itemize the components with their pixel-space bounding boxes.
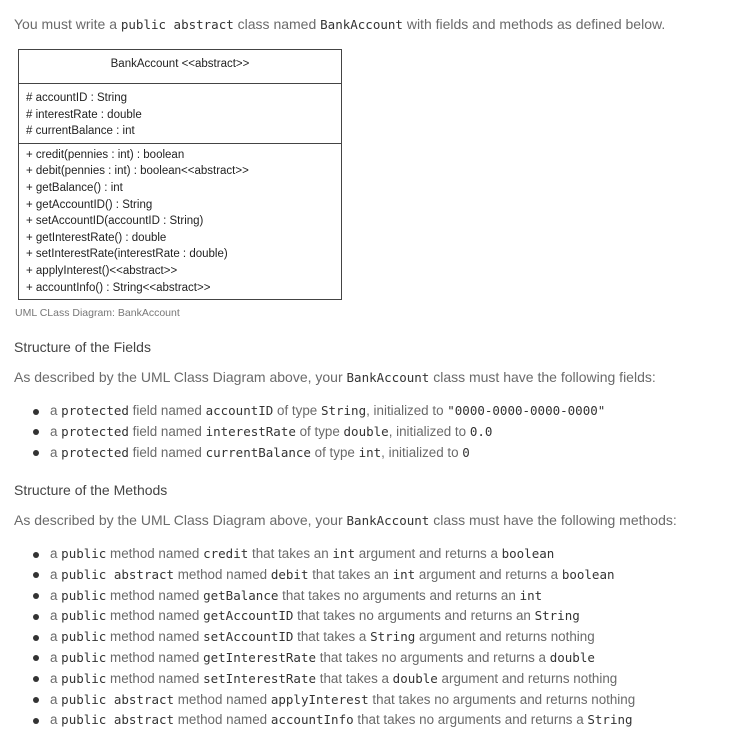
item-code: double — [549, 649, 595, 665]
item-code: applyInterest — [270, 691, 369, 707]
uml-field: # currentBalance : int — [26, 125, 135, 138]
item-code: public — [61, 649, 107, 665]
item-code: 0 — [462, 444, 470, 460]
item-code: getAccountID — [203, 608, 294, 624]
methods-list — [30, 544, 635, 731]
list-item — [30, 586, 635, 607]
item-code: String — [320, 403, 367, 418]
item-text: that takes no arguments and returns an — [293, 608, 535, 624]
item-text: method named — [106, 649, 204, 665]
item-text: method named — [174, 712, 271, 728]
item-code: String — [370, 629, 416, 645]
item-code: accountID — [205, 403, 274, 418]
fields-list — [30, 401, 605, 463]
item-text: of type — [295, 423, 344, 439]
item-text: that takes a — [293, 629, 371, 645]
uml-method: + getInterestRate() : double — [26, 231, 167, 244]
item-text: that takes no arguments and returns nothing — [368, 691, 636, 707]
list-item — [30, 565, 635, 586]
uml-field: # interestRate : double — [26, 108, 142, 121]
item-code: public — [61, 587, 107, 603]
list-item — [30, 669, 635, 690]
uml-class-title: BankAccount <<abstract>> — [19, 50, 341, 84]
item-code: interestRate — [205, 423, 296, 439]
uml-class-diagram — [18, 49, 342, 300]
item-text: that takes no arguments and returns an — [278, 587, 520, 603]
item-text: method named — [174, 691, 271, 707]
item-text: argument and returns nothing — [415, 629, 595, 645]
item-text: a — [50, 566, 62, 582]
item-text: method named — [106, 608, 204, 624]
item-text: of type — [310, 444, 359, 460]
item-code: setAccountID — [203, 629, 294, 645]
item-text: a — [50, 649, 62, 665]
intro-code-2: BankAccount — [320, 17, 403, 32]
item-text: method named — [106, 629, 204, 645]
uml-method: + getAccountID() : String — [26, 198, 153, 211]
uml-method: + credit(pennies : int) : boolean — [26, 148, 185, 161]
uml-caption: UML CLass Diagram: BankAccount — [15, 307, 180, 319]
uml-fields-section — [19, 84, 341, 143]
item-code: boolean — [501, 546, 555, 561]
uml-method: + setInterestRate(interestRate : double) — [26, 248, 228, 261]
item-text: a — [50, 444, 62, 460]
uml-method: + accountInfo() : String<<abstract>> — [26, 281, 211, 294]
item-code: debit — [270, 566, 309, 582]
item-text: that takes no arguments and returns a — [353, 712, 588, 728]
uml-method: + applyInterest()<<abstract>> — [26, 264, 178, 277]
item-text: a — [50, 423, 62, 439]
item-text: method named — [106, 546, 204, 561]
item-text: , initialized to — [381, 444, 463, 460]
methods-para-text-2: class must have the following methods: — [429, 512, 677, 528]
item-text: a — [50, 587, 62, 603]
item-code: int — [519, 587, 543, 603]
fields-heading: Structure of the Fields — [14, 339, 151, 355]
item-text: that takes an — [248, 546, 333, 561]
item-code: protected — [61, 403, 129, 418]
item-code: boolean — [561, 566, 615, 582]
list-item — [30, 690, 635, 711]
list-item — [30, 544, 635, 565]
list-item — [30, 401, 605, 422]
item-text: method named — [106, 670, 204, 686]
item-code: protected — [61, 444, 129, 460]
item-text: a — [50, 546, 62, 561]
item-code: public — [61, 608, 107, 624]
item-code: public abstract — [61, 712, 175, 728]
list-item — [30, 443, 605, 464]
item-text: that takes no arguments and returns a — [316, 649, 550, 665]
item-code: int — [392, 566, 416, 582]
item-code: int — [332, 546, 355, 561]
item-text: a — [50, 712, 62, 728]
uml-field: # accountID : String — [26, 92, 127, 104]
item-code: public abstract — [61, 566, 175, 582]
item-code: public — [61, 546, 107, 561]
item-code: public — [61, 670, 107, 686]
item-text: argument and returns nothing — [437, 670, 618, 686]
list-item — [30, 648, 635, 669]
item-text: argument and returns a — [415, 566, 562, 582]
list-item — [30, 422, 605, 443]
item-text: field named — [128, 403, 206, 418]
intro-text-3: with fields and methods as defined below. — [402, 16, 666, 32]
item-text: method named — [106, 587, 204, 603]
item-code: credit — [203, 546, 249, 561]
uml-methods-section — [19, 143, 341, 299]
list-item — [30, 606, 635, 627]
methods-heading: Structure of the Methods — [14, 482, 168, 498]
item-text: a — [50, 403, 62, 418]
uml-method: + debit(pennies : int) : boolean<<abstract>> — [26, 165, 249, 178]
item-code: setInterestRate — [203, 670, 316, 686]
uml-method: + setAccountID(accountID : String) — [26, 215, 204, 228]
item-text: field named — [128, 423, 206, 439]
methods-paragraph — [14, 510, 677, 531]
item-code: 0.0 — [469, 423, 493, 439]
item-code: String — [534, 608, 580, 624]
item-code: public — [61, 629, 107, 645]
item-code: double — [343, 423, 389, 439]
intro-code-1: public abstract — [120, 17, 234, 32]
fields-para-text-1: As described by the UML Class Diagram above, your — [14, 369, 347, 385]
list-item — [30, 710, 635, 731]
item-code: "0000-0000-0000-0000" — [447, 403, 606, 418]
item-text: field named — [128, 444, 206, 460]
methods-para-text-1: As described by the UML Class Diagram above, your — [14, 512, 347, 528]
item-code: double — [392, 670, 438, 686]
item-text: method named — [174, 566, 271, 582]
item-text: , initialized to — [388, 423, 470, 439]
fields-para-code: BankAccount — [346, 370, 430, 385]
intro-paragraph — [14, 14, 665, 35]
item-text: a — [50, 629, 62, 645]
item-text: that takes a — [316, 670, 393, 686]
list-item — [30, 627, 635, 648]
item-text: that takes an — [308, 566, 393, 582]
item-code: currentBalance — [205, 444, 311, 460]
item-code: getInterestRate — [203, 649, 316, 665]
item-text: argument and returns a — [354, 546, 502, 561]
methods-para-code: BankAccount — [346, 513, 430, 528]
fields-paragraph — [14, 367, 656, 388]
intro-text-1: You must write a — [14, 16, 121, 32]
item-code: int — [358, 444, 382, 460]
item-code: public abstract — [61, 691, 175, 707]
item-text: , initialized to — [366, 403, 448, 418]
item-text: a — [50, 608, 62, 624]
intro-text-2: class named — [233, 16, 321, 32]
fields-para-text-2: class must have the following fields: — [429, 369, 656, 385]
item-code: accountInfo — [270, 712, 354, 728]
item-text: a — [50, 670, 62, 686]
item-code: String — [587, 712, 633, 728]
item-code: protected — [61, 423, 129, 439]
item-text: a — [50, 691, 62, 707]
item-text: of type — [273, 403, 321, 418]
uml-method: + getBalance() : int — [26, 181, 123, 194]
item-code: getBalance — [203, 587, 279, 603]
